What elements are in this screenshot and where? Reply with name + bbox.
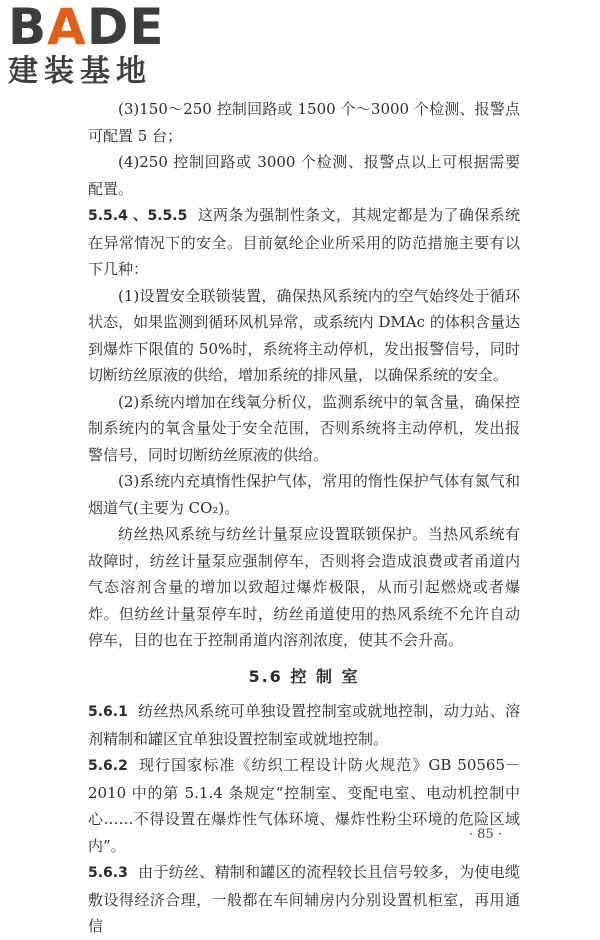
clause-paragraph: [88, 752, 520, 859]
logo-prefix: B: [8, 0, 48, 56]
clause-number: 5.6.3: [88, 865, 128, 881]
paragraph-text: 现行国家标准《纺织工程设计防火规范》GB 50565－2010 中的第 5.1.4 条规定“控制室、变配电室、电动机控制中心……不得设置在爆炸性气体环境、爆炸性粉尘环境的危险区域内”。: [88, 756, 520, 855]
paragraph-text: (3)系统内充填惰性保护气体，常用的惰性保护气体有氮气和烟道气(主要为 CO₂)。: [88, 472, 520, 517]
brand-logo: [8, 2, 178, 97]
clause-number: 5.6.1: [88, 704, 128, 720]
clause-number: 5.5.4 、5.5.5: [88, 208, 188, 224]
section-title: 5.6 控 制 室: [248, 666, 360, 686]
paragraph-text: 纺丝热风系统可单独设置控制室或就地控制，动力站、溶剂精制和罐区宜单独设置控制室或就地控制。: [88, 702, 520, 748]
paragraph-text: 纺丝热风系统与纺丝计量泵应设置联锁保护。当热风系统有故障时，纺丝计量泵应强制停车，否则将会造成浪费或者甬道内气态溶剂含量的增加以致超过爆炸极限，从而引起燃烧或者爆炸。但纺丝计量泵停车时，纺丝甬道使用的热风系统不允许自动停车，目的也在于控制甬道内溶剂浓度，使其不会升高。: [88, 525, 520, 649]
paragraph-text: (4)250 控制回路或 3000 个检测、报警点以上可根据需要配置。: [88, 153, 520, 198]
page-content: [88, 96, 520, 940]
paragraph: [88, 521, 520, 654]
paragraph-text: (3)150～250 控制回路或 1500 个～3000 个检测、报警点可配置 5 台；: [88, 100, 520, 145]
paragraph-text: 这两条为强制性条文，其规定都是为了确保系统在异常情况下的安全。目前氨纶企业所采用的防范措施主要有以下几种：: [88, 206, 520, 278]
paragraph: [88, 283, 520, 389]
logo-wordmark: [8, 0, 178, 56]
paragraph: [88, 468, 520, 521]
page-number: · 85 ·: [468, 827, 502, 842]
clause-paragraph: [88, 859, 520, 940]
paragraph-text: (2)系统内增加在线氧分析仪，监测系统中的氧含量，确保控制系统内的氧含量处于安全范围，否则系统将主动停机，发出报警信号，同时切断纺丝原液的供给。: [88, 392, 520, 464]
clause-number: 5.6.2: [88, 758, 128, 774]
paragraph: [88, 96, 520, 149]
paragraph-text: (1)设置安全联锁装置，确保热风系统内的空气始终处于循环状态，如果监测到循环风机异常，或系统内 DMAc 的体积含量达到爆炸下限值的 50%时，系统将主动停机，发出报警信号，同时切断纺丝原液的供给，增加系统的排风量，以确保系统的安全。: [88, 286, 520, 384]
paragraph-text: 由于纺丝、精制和罐区的流程较长且信号较多，为使电缆敷设得经济合理，一般都在车间辅房内分别设置机柜室，再用通信: [88, 863, 520, 935]
logo-suffix: DE: [86, 0, 165, 56]
clause-paragraph: [88, 698, 520, 752]
clause-paragraph: [88, 202, 520, 283]
logo-accent-letter: A: [47, 0, 87, 56]
paragraph: [88, 149, 520, 202]
paragraph: [88, 389, 520, 469]
logo-subtitle: 建装基地: [8, 54, 152, 89]
